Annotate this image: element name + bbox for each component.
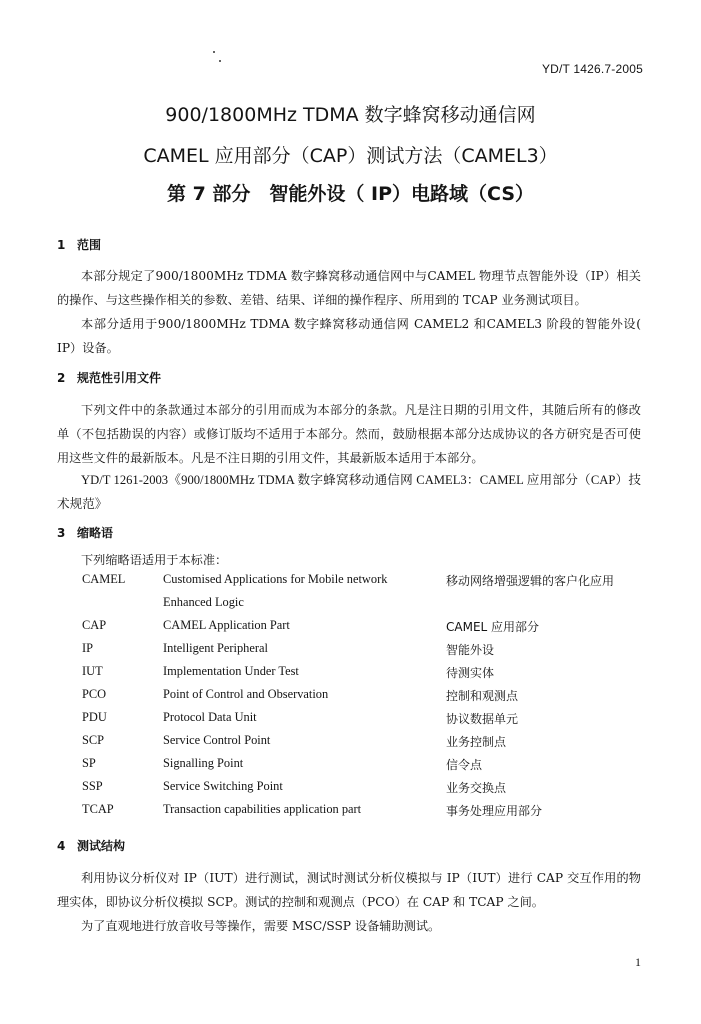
abbr-english: Transaction capabilities application part	[163, 802, 362, 816]
abbr-term: SSP	[82, 779, 103, 793]
abbr-chinese: 业务交换点	[446, 781, 507, 795]
abbr-english: Enhanced Logic	[163, 595, 244, 609]
table-row	[0, 779, 701, 802]
standard-code: YD/T 1426.7-2005	[541, 62, 643, 76]
reference-entry: YD/T 1261-2003《900/1800MHz TDMA 数字蜂窝移动通信网 CAMEL3：CAMEL 应用部分（CAP）技术规范》	[57, 473, 641, 511]
section-title: 规范性引用文件	[77, 371, 162, 385]
section-title: 范围	[77, 238, 102, 252]
table-row	[0, 802, 701, 825]
table-row	[0, 733, 701, 756]
abbr-term: IUT	[82, 664, 103, 678]
abbr-chinese: 信令点	[446, 758, 483, 772]
section-number: 3	[57, 526, 66, 540]
paragraph: 利用协议分析仪对 IP（IUT）进行测试，测试时测试分析仪模拟与 IP（IUT）进行 CAP 交互作用的物理实体，即协议分析仪模拟 SCP。测试的控制和观测点（PCO）在 CAP 和 TCAP 之间。	[57, 871, 641, 909]
abbr-term: CAMEL	[82, 572, 126, 586]
abbr-english: Point of Control and Observation	[163, 687, 329, 701]
section-heading-test-structure	[57, 837, 125, 854]
section-heading-scope	[57, 236, 101, 253]
abbr-english: Protocol Data Unit	[163, 710, 257, 724]
abbr-term: TCAP	[82, 802, 114, 816]
abbr-chinese: 待测实体	[446, 666, 495, 680]
paragraph: 下列文件中的条款通过本部分的引用而成为本部分的条款。凡是注日期的引用文件，其随后所有的修改单（不包括勘误的内容）或修订版均不适用于本部分。然而，鼓励根据本部分达成协议的各方研究是否可使用这些文件的最新版本。凡是不注日期的引用文件，其最新版本适用于本部分。	[57, 403, 641, 465]
abbr-chinese: 业务控制点	[446, 735, 507, 749]
section-heading-normative-references	[57, 369, 161, 386]
abbr-english: CAMEL Application Part	[163, 618, 290, 632]
table-row	[0, 756, 701, 779]
section-number: 1	[57, 238, 66, 252]
table-row	[0, 664, 701, 687]
abbr-chinese: 智能外设	[446, 643, 495, 657]
abbr-english: Service Control Point	[163, 733, 271, 747]
section-number: 4	[57, 839, 66, 853]
scan-speck	[219, 60, 221, 62]
table-row	[0, 641, 701, 664]
abbr-english: Service Switching Point	[163, 779, 283, 793]
title-line-2: CAMEL 应用部分（CAP）测试方法（CAMEL3）	[143, 145, 558, 167]
abbr-chinese: CAMEL 应用部分	[446, 620, 540, 634]
table-row	[0, 710, 701, 733]
abbr-chinese: 移动网络增强逻辑的客户化应用	[446, 574, 615, 588]
section-title: 缩略语	[77, 526, 114, 540]
abbr-english: Implementation Under Test	[163, 664, 299, 678]
paragraph: 为了直观地进行放音收号等操作，需要 MSC/SSP 设备辅助测试。	[81, 919, 441, 933]
abbr-term: PDU	[82, 710, 107, 724]
section-title: 测试结构	[77, 839, 126, 853]
scan-speck	[213, 51, 215, 53]
abbr-term: PCO	[82, 687, 107, 701]
abbr-english: Customised Applications for Mobile network	[163, 572, 388, 586]
section-heading-abbreviations	[57, 524, 113, 541]
table-row	[0, 572, 701, 595]
table-row	[0, 618, 701, 641]
paragraph: 本部分适用于900/1800MHz TDMA 数字蜂窝移动通信网 CAMEL2 和CAMEL3 阶段的智能外设( IP）设备。	[57, 317, 641, 355]
page-number: 1	[635, 955, 641, 969]
abbr-term: SCP	[82, 733, 105, 747]
abbreviations-intro: 下列缩略语适用于本标准：	[81, 553, 228, 567]
abbr-english: Intelligent Peripheral	[163, 641, 268, 655]
paragraph: 本部分规定了900/1800MHz TDMA 数字蜂窝移动通信网中与CAMEL 物理节点智能外设（IP）相关的操作、与这些操作相关的参数、差错、结果、详细的操作程序、所用到的 TCAP 业务测试项目。	[57, 269, 641, 307]
abbr-chinese: 协议数据单元	[446, 712, 519, 726]
abbr-chinese: 控制和观测点	[446, 689, 519, 703]
title-line-1: 900/1800MHz TDMA 数字蜂窝移动通信网	[165, 104, 536, 126]
table-row	[0, 595, 701, 618]
table-row	[0, 687, 701, 710]
abbr-term: SP	[82, 756, 96, 770]
section-number: 2	[57, 371, 66, 385]
abbr-term: IP	[82, 641, 94, 655]
title-line-3: 第 7 部分 智能外设（ IP）电路域（CS）	[166, 183, 535, 205]
abbr-chinese: 事务处理应用部分	[446, 804, 543, 818]
abbr-term: CAP	[82, 618, 107, 632]
abbr-english: Signalling Point	[163, 756, 244, 770]
